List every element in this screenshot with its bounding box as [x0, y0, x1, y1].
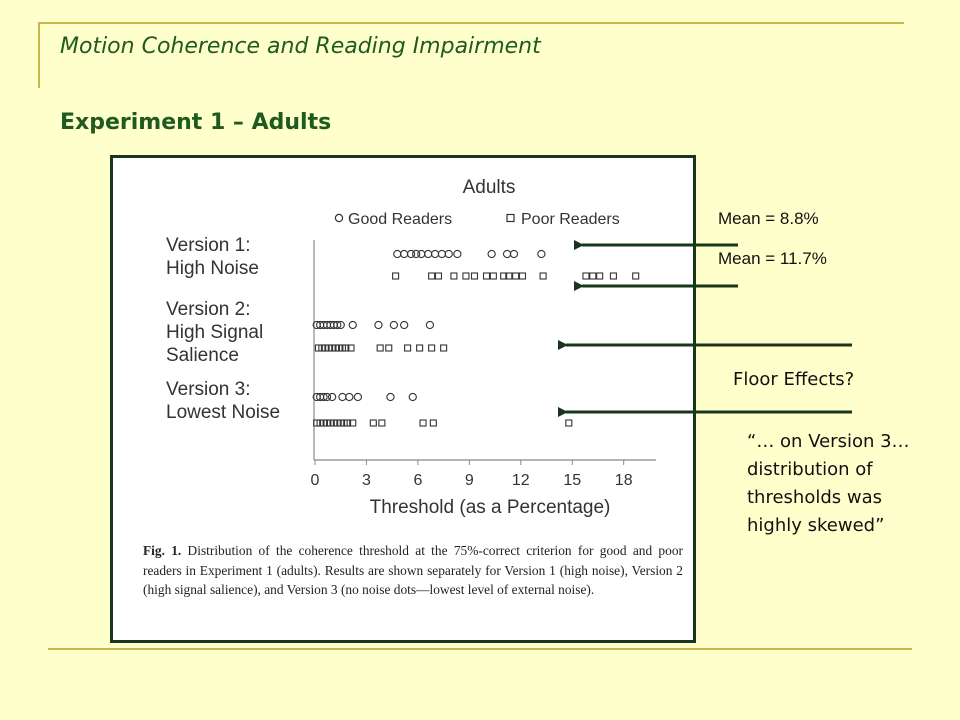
x-tick-label: 6	[413, 472, 423, 489]
chart-title: Adults	[462, 177, 516, 198]
x-tick-label: 9	[464, 472, 474, 489]
mean-poor-readers: Mean = 11.7%	[718, 249, 827, 268]
row-label: Salience	[166, 345, 239, 366]
slide-title: Motion Coherence and Reading Impairment	[60, 34, 541, 59]
x-axis-title: Threshold (as a Percentage)	[369, 497, 611, 518]
skew-quote: “… on Version 3… distribution of thresholds was highly skewed”	[747, 431, 910, 536]
floor-effects-label: Floor Effects?	[733, 369, 855, 390]
row-label: Version 1:	[166, 235, 251, 256]
mean-good-readers: Mean = 8.8%	[718, 209, 819, 228]
row-label: High Signal	[166, 322, 264, 343]
legend-good-label: Good Readers	[348, 211, 453, 228]
x-tick-label: 18	[614, 472, 633, 489]
x-tick-label: 0	[310, 472, 320, 489]
caption-label: Fig. 1.	[143, 543, 182, 558]
row-label: Lowest Noise	[166, 402, 281, 423]
legend-poor-label: Poor Readers	[521, 211, 620, 228]
x-tick-label: 3	[361, 472, 371, 489]
row-label: Version 2:	[166, 299, 251, 320]
row-label: Version 3:	[166, 379, 251, 400]
row-label: High Noise	[166, 258, 259, 279]
x-tick-label: 15	[563, 472, 582, 489]
x-tick-label: 12	[511, 472, 530, 489]
slide-subtitle: Experiment 1 – Adults	[60, 110, 332, 135]
caption-text: Distribution of the coherence threshold at the 75%-correct criterion for good and poor readers in Experiment 1 (adults). Results are shown separately for Version 1 (high noise), Version 2 (high signal salience), and Version 3 (no noise dots—lowest level of external noise).	[143, 543, 683, 597]
